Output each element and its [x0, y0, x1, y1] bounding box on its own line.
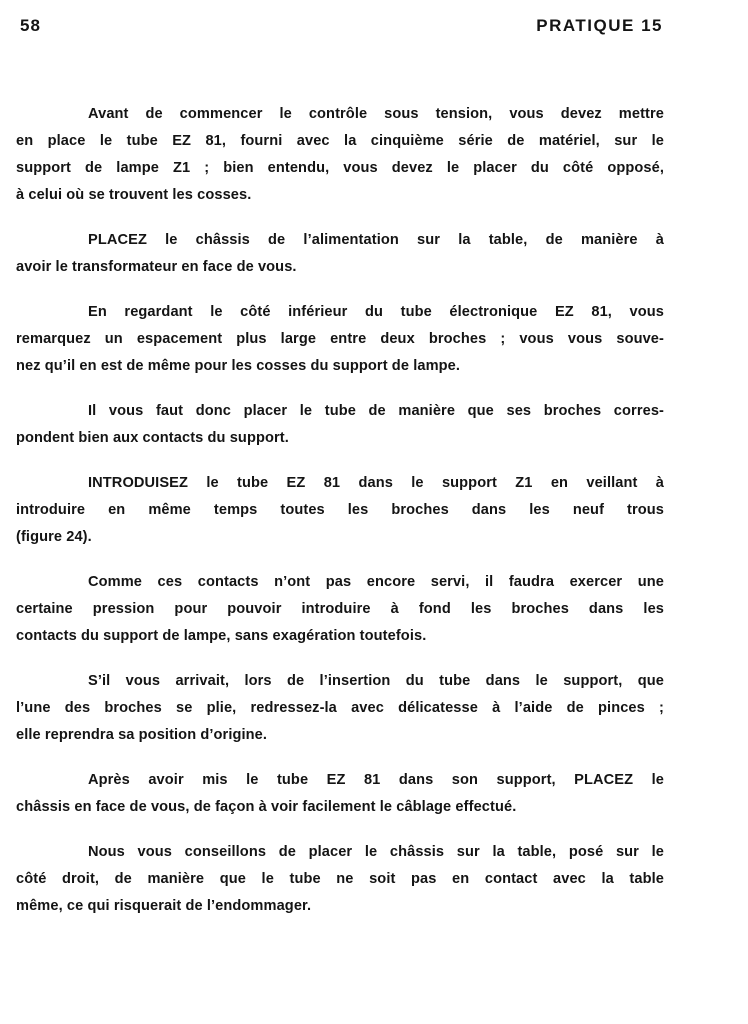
text-line: (figure 24). [16, 529, 92, 545]
paragraph [16, 839, 664, 920]
text-line: châssis en face de vous, de façon à voir facilement le câblage effectué. [16, 799, 517, 815]
text-line: même, ce qui risquerait de l’endommager. [16, 898, 312, 914]
page-number: 58 [20, 16, 41, 35]
text-body [16, 101, 664, 938]
text-line: En regardant le côté inférieur du tube électronique EZ 81, vous [88, 304, 664, 320]
text-line: INTRODUISEZ le tube EZ 81 dans le support Z1 en veillant à [88, 475, 664, 491]
text-line: Il vous faut donc placer le tube de manière que ses broches corres- [88, 403, 664, 419]
text-line: Avant de commencer le contrôle sous tension, vous devez mettre [88, 106, 664, 122]
text-line: côté droit, de manière que le tube ne soit pas en contact avec la table [16, 871, 664, 887]
text-line: support de lampe Z1 ; bien entendu, vous devez le placer du côté opposé, [16, 160, 664, 176]
page-header [20, 16, 663, 36]
text-line: à celui où se trouvent les cosses. [16, 187, 252, 203]
paragraph [16, 470, 664, 551]
text-line: contacts du support de lampe, sans exagération toutefois. [16, 628, 427, 644]
text-line: avoir le transformateur en face de vous. [16, 259, 297, 275]
text-line: Après avoir mis le tube EZ 81 dans son support, PLACEZ le [88, 772, 664, 788]
text-line: PLACEZ le châssis de l’alimentation sur la table, de manière à [88, 232, 664, 248]
text-line: Nous vous conseillons de placer le châssis sur la table, posé sur le [88, 844, 664, 860]
text-line: remarquez un espacement plus large entre deux broches ; vous vous souve- [16, 331, 664, 347]
text-line: l’une des broches se plie, redressez-la avec délicatesse à l’aide de pinces ; [16, 700, 664, 716]
text-line: en place le tube EZ 81, fourni avec la cinquième série de matériel, sur le [16, 133, 664, 149]
text-line: Comme ces contacts n’ont pas encore servi, il faudra exercer une [88, 574, 664, 590]
paragraph [16, 398, 664, 452]
paragraph [16, 101, 664, 209]
text-line: pondent bien aux contacts du support. [16, 430, 289, 446]
text-line: introduire en même temps toutes les broches dans les neuf trous [16, 502, 664, 518]
text-line: S’il vous arrivait, lors de l’insertion du tube dans le support, que [88, 673, 664, 689]
running-title: PRATIQUE 15 [536, 16, 663, 35]
paragraph [16, 227, 664, 281]
text-line: certaine pression pour pouvoir introduire à fond les broches dans les [16, 601, 664, 617]
text-line: elle reprendra sa position d’origine. [16, 727, 268, 743]
paragraph [16, 668, 664, 749]
text-line: nez qu’il en est de même pour les cosses du support de lampe. [16, 358, 461, 374]
paragraph [16, 569, 664, 650]
paragraph [16, 767, 664, 821]
paragraph [16, 299, 664, 380]
